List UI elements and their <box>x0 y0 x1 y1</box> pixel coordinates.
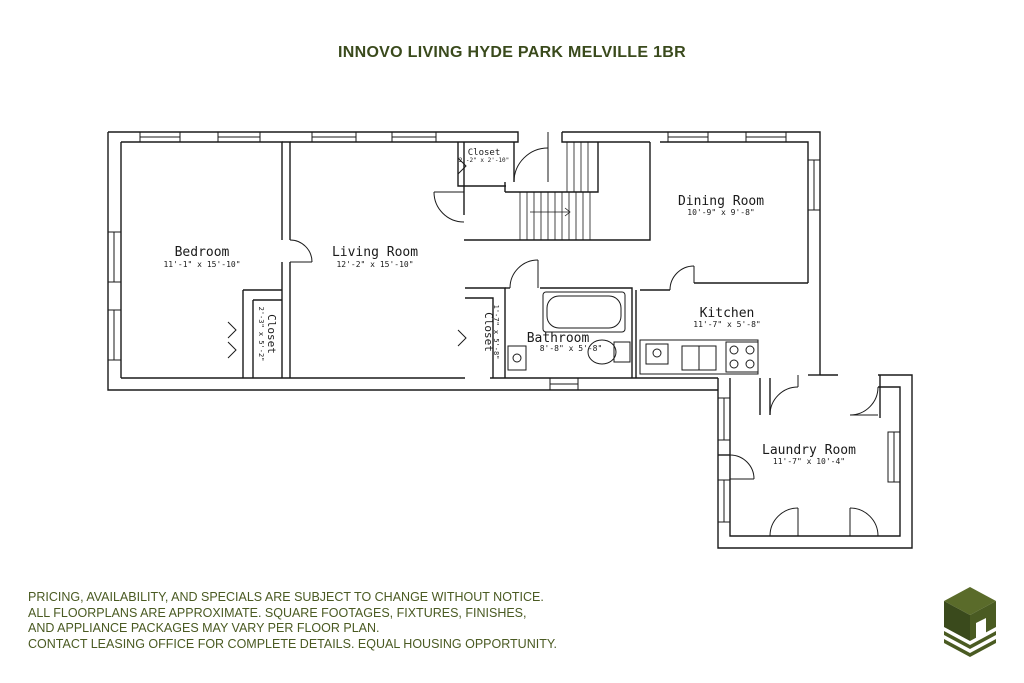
closet-bedroom-dim: 2'-3" x 5'-2" <box>257 306 265 362</box>
staircase <box>520 142 590 240</box>
closet-living-dim: 1'-7" x 5'-8" <box>492 304 500 360</box>
disclaimer-line: CONTACT LEASING OFFICE FOR COMPLETE DETAILS. EQUAL HOUSING OPPORTUNITY. <box>28 636 558 651</box>
interior-walls <box>243 142 808 378</box>
closet-living-name: Closet <box>482 312 495 352</box>
page-title: INNOVO LIVING HYDE PARK MELVILLE 1BR <box>337 44 686 61</box>
living-room-dim: 12'-2" x 15'-10" <box>336 260 414 269</box>
kitchen-dim: 11'-7" x 5'-8" <box>693 320 761 329</box>
living-room-name: Living Room <box>331 245 419 260</box>
laundry-room-name: Laundry Room <box>762 443 856 458</box>
kitchen-name: Kitchen <box>699 306 755 321</box>
bedroom-name: Bedroom <box>174 245 230 260</box>
closet-top-name: Closet <box>467 148 501 158</box>
bathroom-name: Bathroom <box>526 331 590 346</box>
kitchen-fixtures <box>640 340 758 374</box>
closet-bedroom-name: Closet <box>265 314 278 354</box>
disclaimer <box>28 590 628 652</box>
laundry-room-dim: 11'-7" x 10'-4" <box>772 457 846 466</box>
bathroom-dim: 8'-8" x 5'-8" <box>539 344 603 353</box>
closet-top-dim: 2'-2" x 2'-10" <box>458 157 510 164</box>
disclaimer-line: ALL FLOORPLANS ARE APPROXIMATE. SQUARE FOOTAGES, FIXTURES, FINISHES, <box>28 605 527 620</box>
dining-room-dim: 10'-9" x 9'-8" <box>687 208 755 217</box>
disclaimer-line: PRICING, AVAILABILITY, AND SPECIALS ARE SUBJECT TO CHANGE WITHOUT NOTICE. <box>28 590 544 604</box>
disclaimer-line: AND APPLIANCE PACKAGES MAY VARY PER FLOOR PLAN. <box>28 621 380 635</box>
bedroom-dim: 11'-1" x 15'-10" <box>163 260 241 269</box>
brand-logo-icon <box>940 585 1000 657</box>
dining-room-name: Dining Room <box>677 194 765 209</box>
